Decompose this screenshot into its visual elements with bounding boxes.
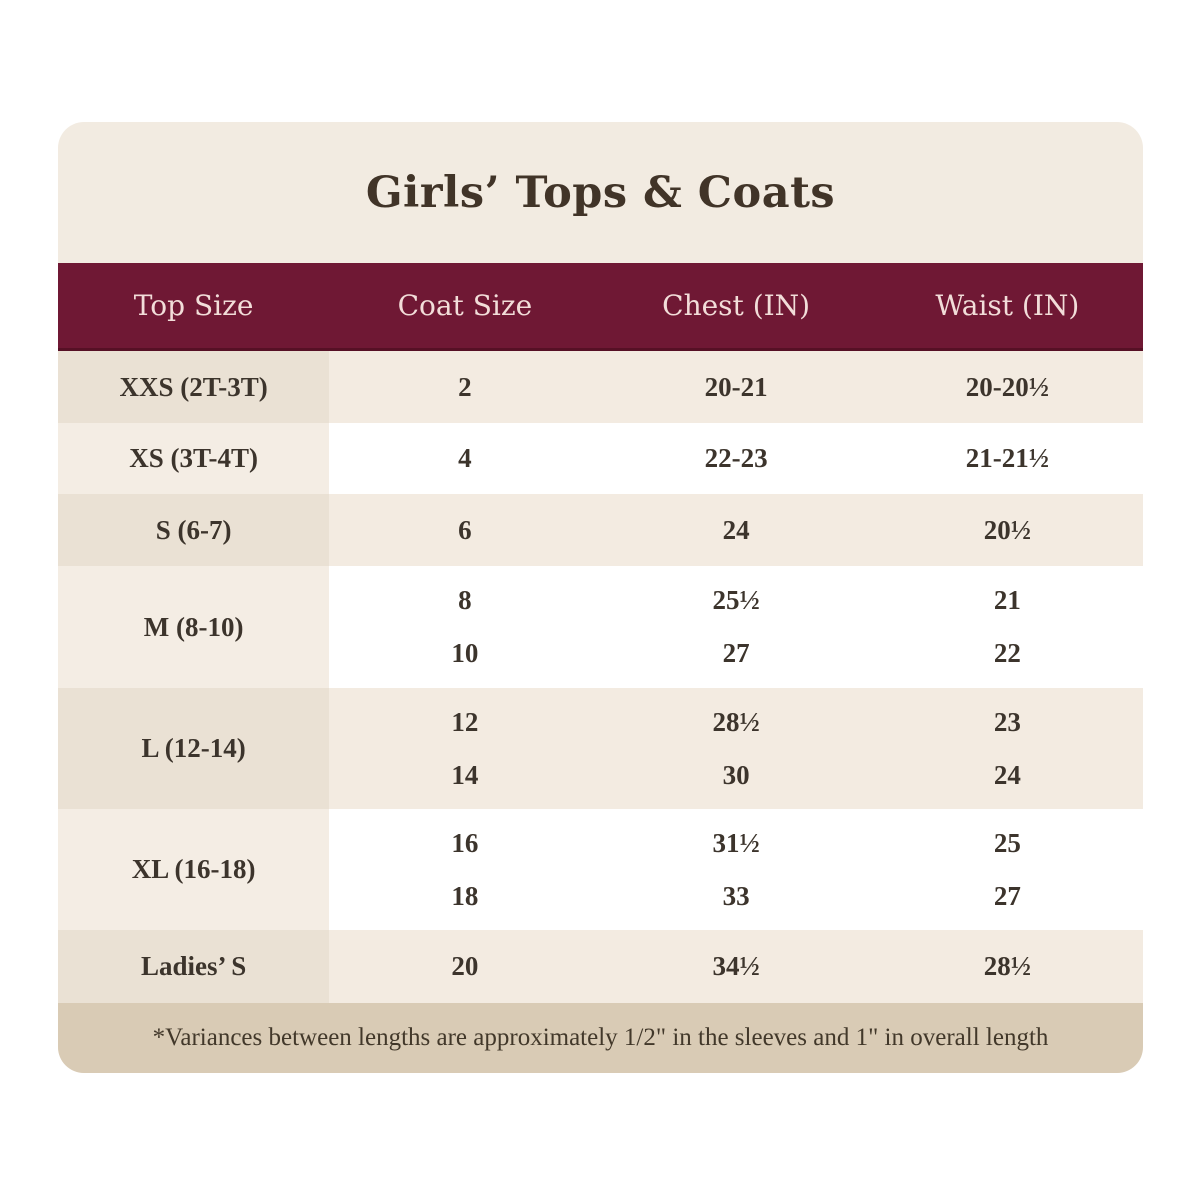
header-top-size: Top Size xyxy=(133,289,254,322)
cell-value: 14 xyxy=(451,759,479,790)
chest-cell xyxy=(601,930,872,1003)
cell-value: 34½ xyxy=(712,951,760,981)
cell-value: 12 xyxy=(451,706,479,737)
cell-value: 6 xyxy=(458,514,472,545)
coat-size-cell xyxy=(329,688,600,809)
table-row xyxy=(58,566,1143,688)
cell-value: 23 xyxy=(993,706,1021,737)
cell-value: 30 xyxy=(722,759,750,790)
chest-cell xyxy=(601,423,872,494)
cell-value: 28½ xyxy=(712,706,760,737)
cell-value: 25½ xyxy=(712,585,760,615)
row-label: XL (16-18) xyxy=(58,809,329,930)
row-label: S (6-7) xyxy=(58,494,329,566)
chest-cell xyxy=(601,494,872,566)
cell-value: 20½ xyxy=(983,514,1031,545)
coat-size-cell xyxy=(329,809,600,930)
cell-value: 21 xyxy=(993,585,1021,615)
waist-cell xyxy=(872,809,1143,930)
size-chart-card xyxy=(58,122,1143,1073)
row-label: XS (3T-4T) xyxy=(58,423,329,494)
table-row xyxy=(58,688,1143,809)
waist-cell xyxy=(872,566,1143,688)
chest-cell xyxy=(601,809,872,930)
coat-size-cell xyxy=(329,494,600,566)
coat-size-cell xyxy=(329,423,600,494)
waist-cell xyxy=(872,494,1143,566)
waist-cell xyxy=(872,423,1143,494)
chest-cell xyxy=(601,566,872,688)
table-row xyxy=(58,351,1143,423)
table-row xyxy=(58,930,1143,1003)
coat-size-cell xyxy=(329,566,600,688)
header-waist: Waist (IN) xyxy=(935,289,1080,322)
cell-value: 24 xyxy=(722,514,750,545)
cell-value: 27 xyxy=(722,638,750,668)
page-title: Girls’ Tops & Coats xyxy=(365,167,836,218)
cell-value: 21-21½ xyxy=(965,443,1049,473)
table-row xyxy=(58,809,1143,930)
coat-size-cell xyxy=(329,930,600,1003)
cell-value: 31½ xyxy=(712,827,760,858)
waist-cell xyxy=(872,351,1143,423)
waist-cell xyxy=(872,688,1143,809)
footnote-band xyxy=(58,1003,1143,1073)
table-row xyxy=(58,423,1143,494)
row-label: Ladies’ S xyxy=(58,930,329,1003)
row-label: L (12-14) xyxy=(58,688,329,809)
chest-cell xyxy=(601,351,872,423)
row-label: XXS (2T-3T) xyxy=(58,351,329,423)
chest-cell xyxy=(601,688,872,809)
cell-value: 10 xyxy=(451,638,479,668)
cell-value: 22-23 xyxy=(704,443,768,473)
table-row xyxy=(58,494,1143,566)
cell-value: 20-21 xyxy=(704,371,768,402)
cell-value: 20-20½ xyxy=(965,371,1049,402)
cell-value: 24 xyxy=(993,759,1021,790)
cell-value: 33 xyxy=(722,880,750,911)
header-coat-size: Coat Size xyxy=(397,289,533,322)
cell-value: 27 xyxy=(993,880,1021,911)
cell-value: 28½ xyxy=(983,951,1031,981)
footnote: *Variances between lengths are approximately 1/2" in the sleeves and 1" in overall length xyxy=(152,1024,1049,1051)
cell-value: 22 xyxy=(993,638,1021,668)
table-header-row xyxy=(58,263,1143,351)
header-chest: Chest (IN) xyxy=(662,289,811,322)
cell-value: 8 xyxy=(458,585,472,615)
waist-cell xyxy=(872,930,1143,1003)
coat-size-cell xyxy=(329,351,600,423)
cell-value: 18 xyxy=(451,880,479,911)
cell-value: 16 xyxy=(451,827,479,858)
cell-value: 4 xyxy=(458,443,472,473)
title-area xyxy=(58,122,1143,263)
row-label: M (8-10) xyxy=(58,566,329,688)
cell-value: 25 xyxy=(993,827,1021,858)
cell-value: 2 xyxy=(458,371,472,402)
cell-value: 20 xyxy=(451,951,479,981)
